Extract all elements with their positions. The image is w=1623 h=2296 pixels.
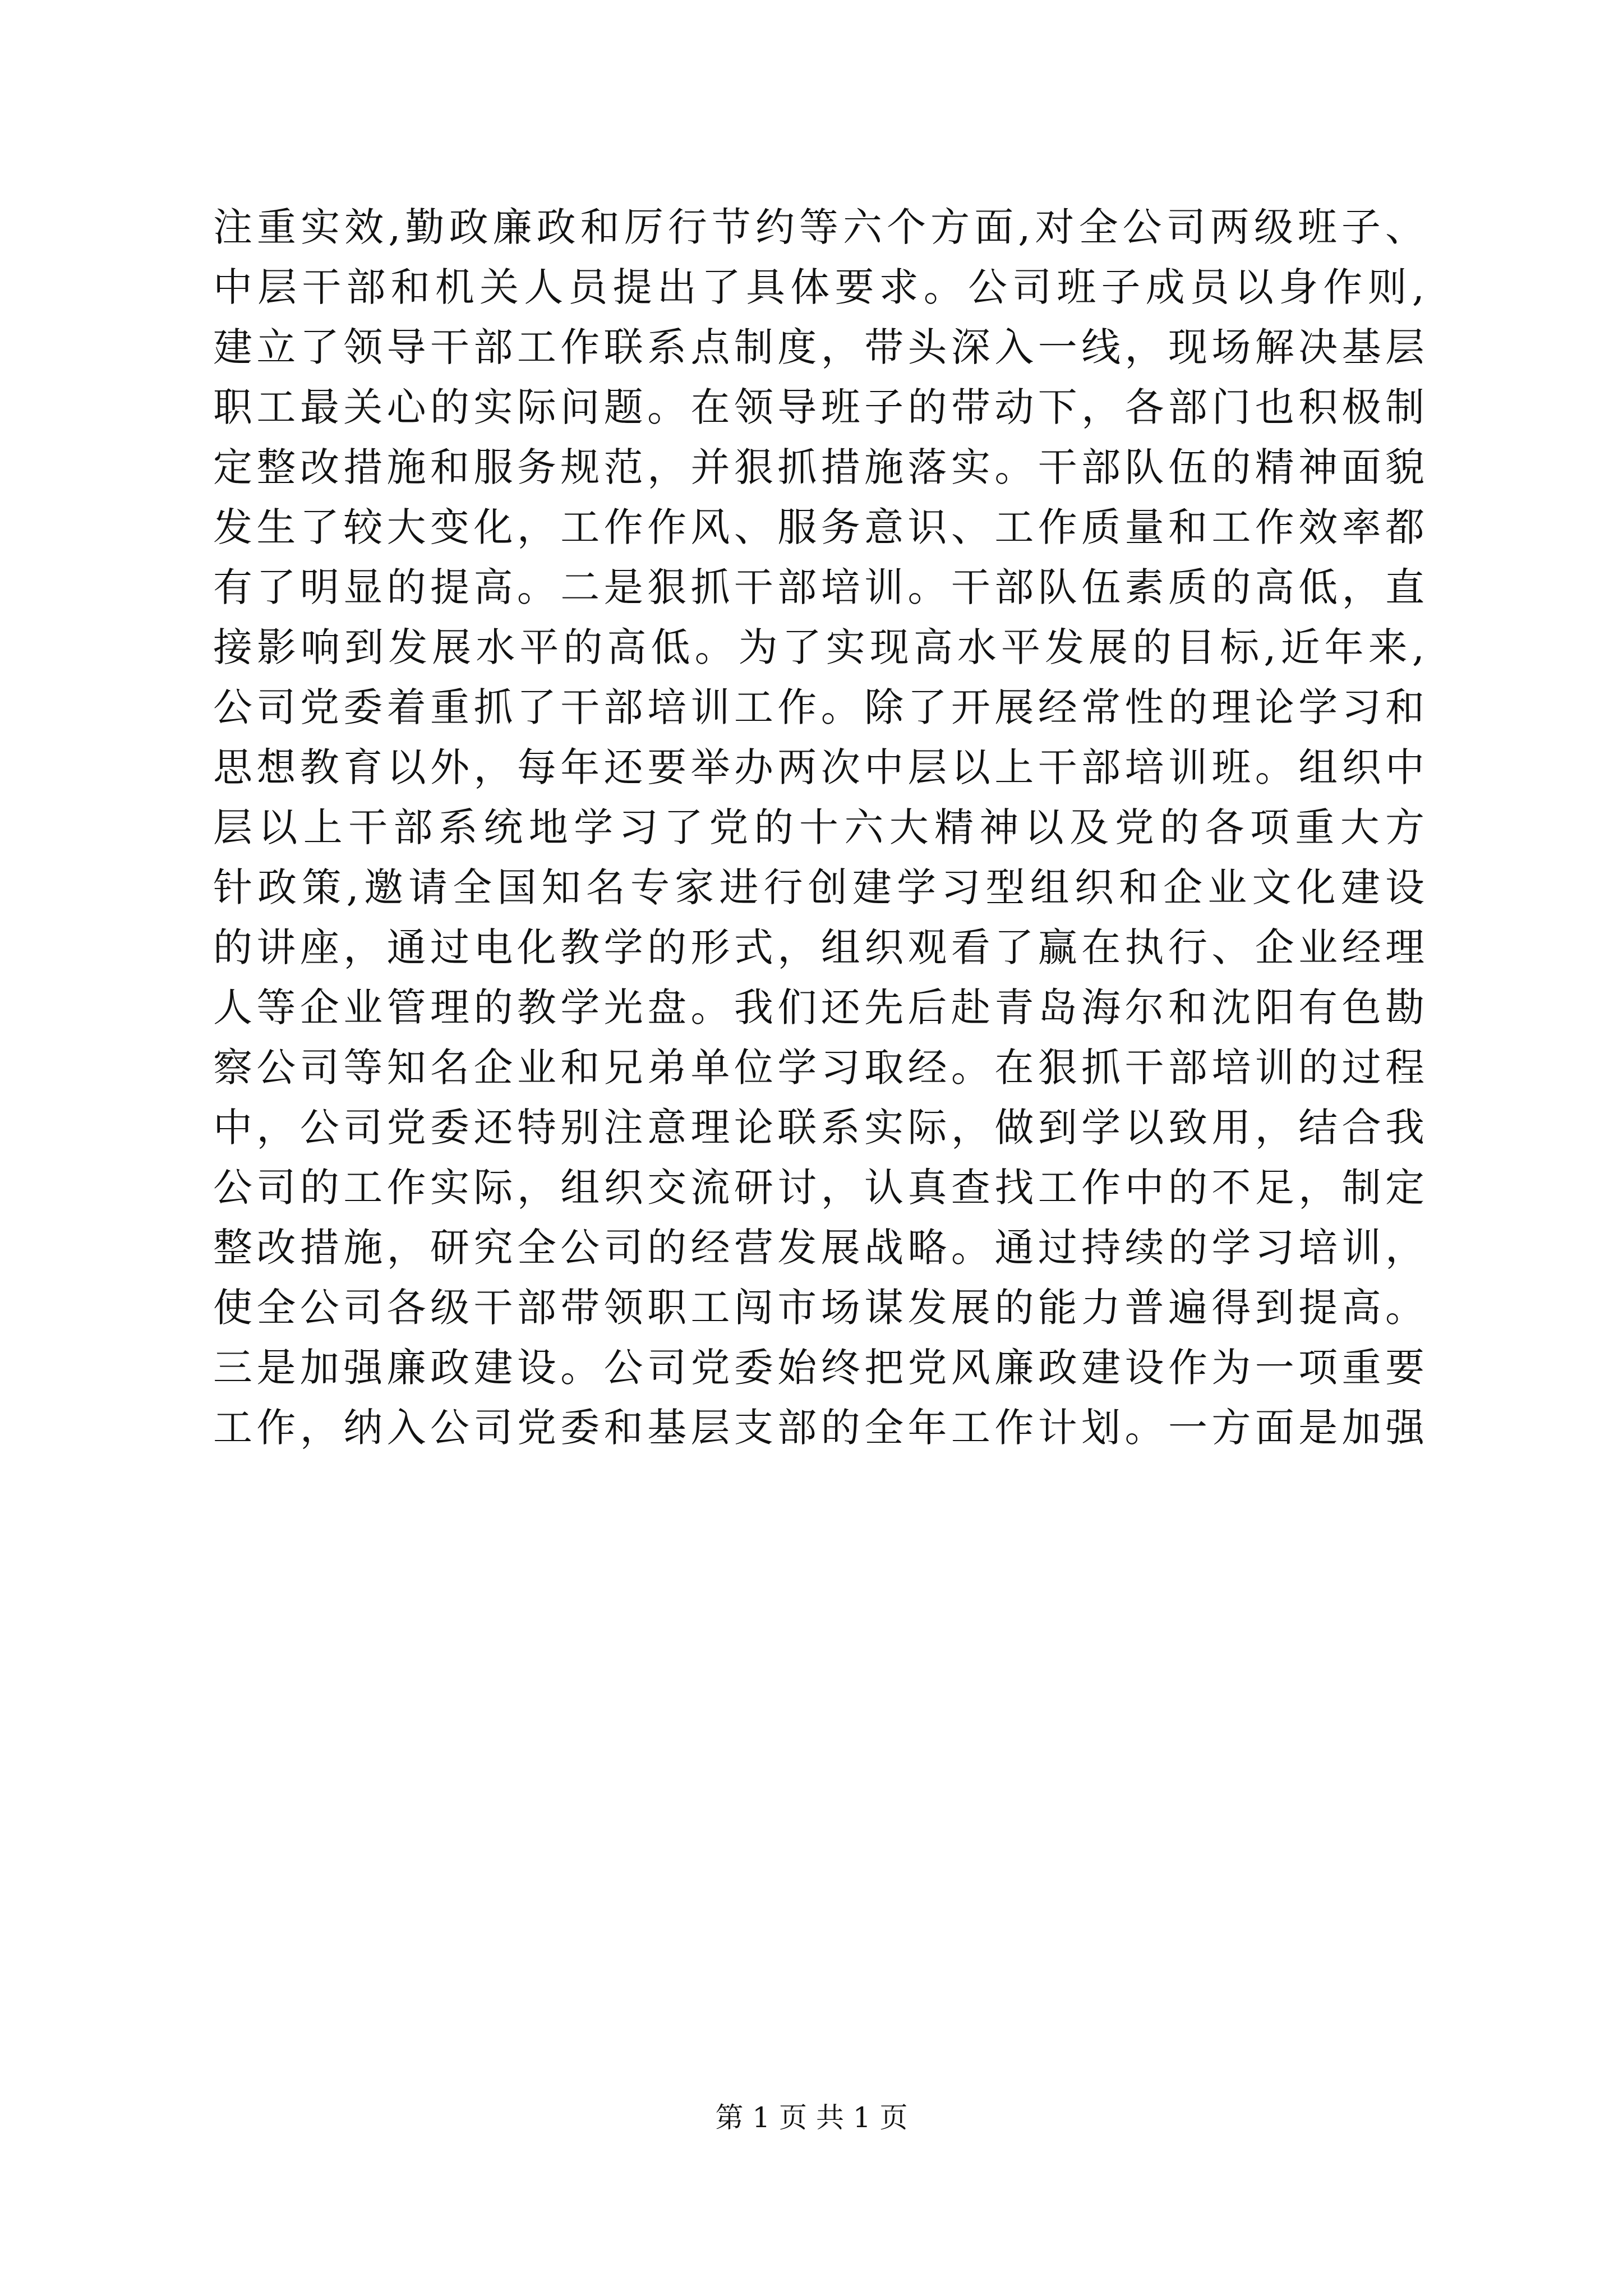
text-line: 接影响到发展水平的高低。为了实现高水平发展的目标,近年来, (213, 624, 1424, 670)
page-number: 第 1 页 共 1 页 (715, 2101, 908, 2134)
text-line: 有了明显的提高。二是狠抓干部培训。干部队伍素质的高低，直 (213, 564, 1424, 610)
text-line: 职工最关心的实际问题。在领导班子的带动下，各部门也积极制 (213, 384, 1424, 430)
body-text (213, 197, 1424, 1458)
text-line: 察公司等知名企业和兄弟单位学习取经。在狠抓干部培训的过程 (213, 1045, 1424, 1091)
text-line: 思想教育以外，每年还要举办两次中层以上干部培训班。组织中 (213, 744, 1424, 790)
text-line: 工作，纳入公司党委和基层支部的全年工作计划。一方面是加强 (213, 1405, 1424, 1451)
text-line: 发生了较大变化，工作作风、服务意识、工作质量和工作效率都 (213, 504, 1424, 550)
text-line: 建立了领导干部工作联系点制度，带头深入一线，现场解决基层 (213, 324, 1424, 370)
text-line: 三是加强廉政建设。公司党委始终把党风廉政建设作为一项重要 (213, 1345, 1424, 1391)
text-line: 的讲座，通过电化教学的形式，组织观看了赢在执行、企业经理 (213, 924, 1424, 970)
text-line: 层以上干部系统地学习了党的十六大精神以及党的各项重大方 (213, 804, 1424, 850)
text-line: 使全公司各级干部带领职工闯市场谋发展的能力普遍得到提高。 (213, 1285, 1424, 1331)
page-footer (0, 2098, 1623, 2137)
text-line: 公司的工作实际，组织交流研讨，认真查找工作中的不足，制定 (213, 1165, 1424, 1211)
text-line: 整改措施，研究全公司的经营发展战略。通过持续的学习培训， (213, 1225, 1424, 1271)
text-line: 人等企业管理的教学光盘。我们还先后赴青岛海尔和沈阳有色勘 (213, 984, 1424, 1030)
text-line: 注重实效,勤政廉政和厉行节约等六个方面,对全公司两级班子、 (213, 204, 1424, 250)
text-line: 中，公司党委还特别注意理论联系实际，做到学以致用，结合我 (213, 1105, 1424, 1151)
text-line: 公司党委着重抓了干部培训工作。除了开展经常性的理论学习和 (213, 684, 1424, 730)
text-line: 中层干部和机关人员提出了具体要求。公司班子成员以身作则, (213, 264, 1424, 310)
text-line: 针政策,邀请全国知名专家进行创建学习型组织和企业文化建设 (213, 864, 1424, 910)
text-line: 定整改措施和服务规范，并狠抓措施落实。干部队伍的精神面貌 (213, 444, 1424, 490)
